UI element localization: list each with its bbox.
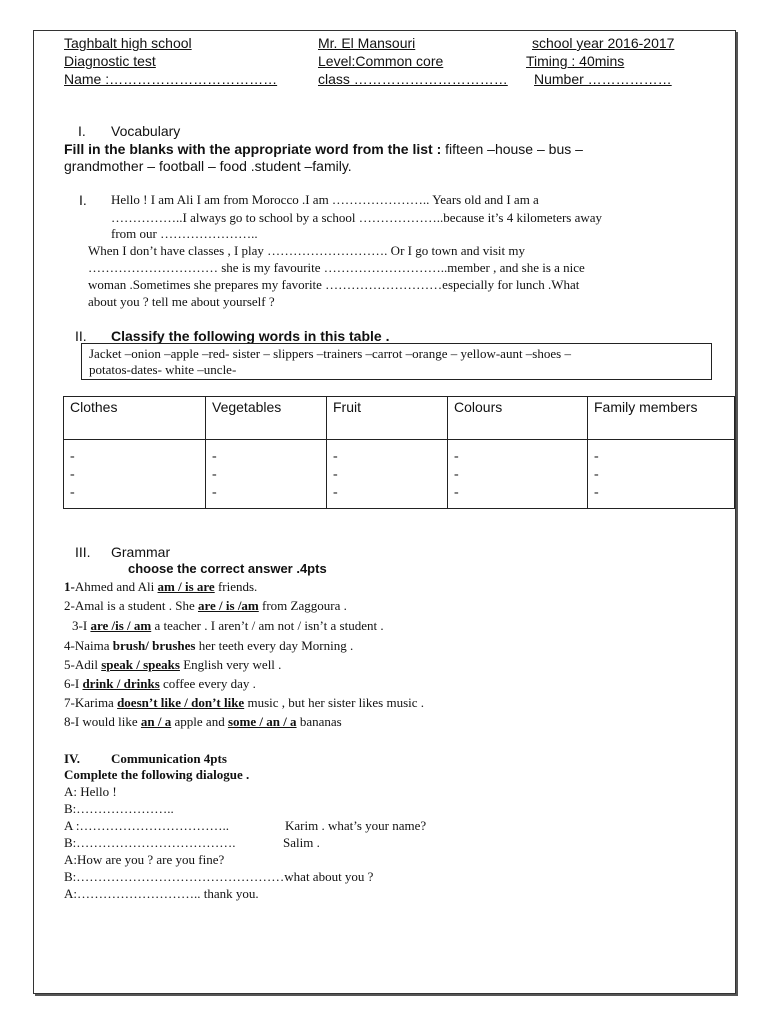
dialogue-line-6: B:…………………………………………what about you ?	[64, 869, 374, 884]
answer-slot: -	[70, 485, 75, 500]
grammar-item-1: 1-Ahmed and Ali am / is are friends.	[64, 579, 258, 594]
grammar-item-4: 4-Naima brush/ brushes her teeth every day Morning .	[64, 638, 354, 653]
section-classify-number: II.	[75, 328, 87, 344]
grammar-item-3: 3-I are /is / am a teacher . I aren’t / am not / isn’t a student .	[72, 618, 384, 633]
comm-instruction: Complete the following dialogue .	[64, 767, 250, 782]
vocab-text-line-1: Hello ! I am Ali I am from Morocco .I am ………………….. Years old and I am a	[111, 192, 539, 207]
vocab-text-line-3: from our …………………..	[111, 226, 258, 241]
answer-cell-vegetables[interactable]	[206, 440, 327, 509]
class-field: class ……………………………	[318, 71, 508, 87]
timing: Timing : 40mins	[526, 53, 625, 69]
dialogue-line-3-reply: Karim . what’s your name?	[285, 818, 427, 833]
classify-words-line-2: potatos-dates- white –uncle-	[89, 362, 237, 377]
name-field: Name :………………………………	[64, 71, 278, 87]
section-vocab-title: Vocabulary	[111, 123, 181, 139]
answer-choice[interactable]: some / an / a	[227, 714, 297, 729]
answer-choice[interactable]: are / is /am	[197, 598, 259, 613]
table-answer-row	[64, 440, 735, 509]
answer-slot: -	[212, 467, 217, 482]
answer-choice[interactable]: doesn’t like / don’t like	[117, 695, 245, 710]
header-vegetables: Vegetables	[206, 397, 327, 440]
vocab-text-line-5: ………………………… she is my favourite ………………………..member , and she is a nice	[88, 260, 585, 275]
grammar-item-8: 8-I would like an / a apple and some / an / a bananas	[64, 714, 342, 729]
header-fruit: Fruit	[327, 397, 448, 440]
answer-slot: -	[333, 467, 338, 482]
answer-cell-clothes[interactable]	[64, 440, 206, 509]
answer-cell-fruit[interactable]	[327, 440, 448, 509]
school-name: Taghbalt high school	[64, 35, 192, 51]
answer-choice[interactable]: am / is are	[157, 579, 215, 594]
vocab-text-line-6: woman .Sometimes she prepares my favorite ………………………especially for lunch .What	[88, 277, 580, 292]
answer-slot: -	[70, 449, 75, 464]
dialogue-line-4: B:……………………………….	[64, 835, 236, 850]
dialogue-line-1: A: Hello !	[64, 784, 117, 799]
section-comm-number: IV.	[64, 751, 81, 766]
answer-slot: -	[454, 485, 459, 500]
answer-choice[interactable]: brush/ brushes	[112, 638, 196, 653]
answer-slot: -	[333, 449, 338, 464]
school-year: school year 2016-2017	[532, 35, 675, 51]
section-grammar-title: Grammar	[111, 544, 171, 560]
vocab-text-line-7: about you ? tell me about yourself ?	[88, 294, 275, 309]
section-vocab-number: I.	[78, 123, 86, 139]
table-header-row	[64, 397, 735, 440]
classify-table	[63, 396, 735, 509]
number-field: Number ………………	[534, 71, 672, 87]
dialogue-line-2: B:…………………..	[64, 801, 174, 816]
vocab-text-line-2: ……………..I always go to school by a school ………………..because it’s 4 kilometers away	[111, 210, 603, 225]
answer-slot: -	[594, 449, 599, 464]
dialogue-line-4-reply: Salim .	[283, 835, 320, 850]
vocab-item-number: I.	[79, 192, 87, 208]
test-type: Diagnostic test	[64, 53, 156, 69]
answer-slot: -	[454, 467, 459, 482]
dialogue-line-5: A:How are you ? are you fine?	[64, 852, 225, 867]
answer-choice[interactable]: drink / drinks	[82, 676, 160, 691]
answer-choice[interactable]: an / a	[140, 714, 172, 729]
section-comm-title: Communication 4pts	[111, 751, 227, 766]
answer-cell-family-members[interactable]	[588, 440, 735, 509]
dialogue-line-3: A :……………………………..	[64, 818, 230, 833]
answer-cell-colours[interactable]	[448, 440, 588, 509]
answer-slot: -	[594, 485, 599, 500]
answer-choice[interactable]: are /is / am	[90, 618, 152, 633]
classify-words-line-1: Jacket –onion –apple –red- sister – slippers –trainers –carrot –orange – yellow-aunt –shoes –	[89, 346, 571, 361]
answer-slot: -	[594, 467, 599, 482]
answer-slot: -	[333, 485, 338, 500]
header-clothes: Clothes	[64, 397, 206, 440]
section-classify-title: Classify the following words in this table .	[111, 328, 390, 344]
answer-slot: -	[454, 449, 459, 464]
vocab-instruction: Fill in the blanks with the appropriate word from the list : fifteen –house – bus –	[64, 141, 583, 157]
dialogue-line-7: A:……………………….. thank you.	[64, 886, 259, 901]
level: Level:Common core	[318, 53, 444, 69]
vocab-word-list: grandmother – football – food .student –family.	[64, 158, 352, 174]
answer-slot: -	[70, 467, 75, 482]
grammar-item-6: 6-I drink / drinks coffee every day .	[64, 676, 256, 691]
answer-slot: -	[212, 449, 217, 464]
answer-slot: -	[212, 485, 217, 500]
grammar-item-5: 5-Adil speak / speaks English very well .	[64, 657, 282, 672]
header-family-members: Family members	[588, 397, 735, 440]
vocab-text-line-4: When I don’t have classes , I play ………………………. Or I go town and visit my	[88, 243, 525, 258]
grammar-instruction: choose the correct answer .4pts	[128, 561, 327, 576]
grammar-item-7: 7-Karima doesn’t like / don’t like music , but her sister likes music .	[64, 695, 425, 710]
grammar-item-2: 2-Amal is a student . She are / is /am from Zaggoura .	[64, 598, 347, 613]
answer-choice[interactable]: speak / speaks	[101, 657, 180, 672]
header-colours: Colours	[448, 397, 588, 440]
teacher-name: Mr. El Mansouri	[318, 35, 416, 51]
section-grammar-number: III.	[75, 544, 91, 560]
